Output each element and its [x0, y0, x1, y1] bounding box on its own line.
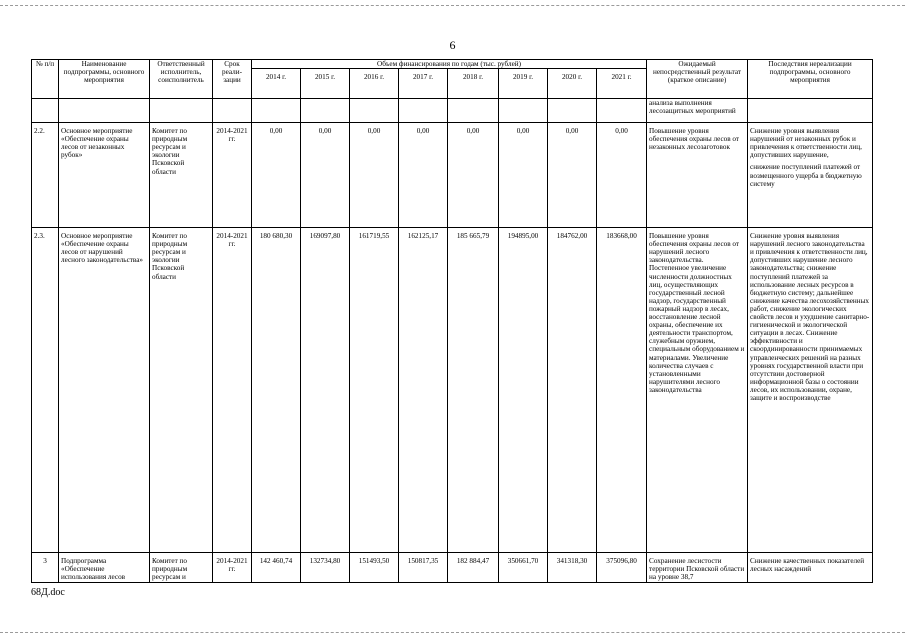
header-num: № п/п [32, 60, 59, 99]
row-expected: Повышение уровня обеспечения охраны лесов от незаконных лесозаготовок [647, 123, 748, 228]
row-term: 2014-2021 гг. [213, 228, 252, 553]
scan-edge-top [0, 5, 905, 6]
header-responsible: Ответственный исполнитель, соисполнитель [150, 60, 213, 99]
program-table [31, 59, 873, 583]
file-name-footer: 68Д.doc [31, 587, 65, 598]
row-value: 182 884,47 [448, 553, 499, 583]
row-consequences: Снижение качественных показателей лесных насаждений [748, 553, 873, 583]
header-consequences: Последствия нереализации подпрограммы, основного мероприятия [748, 60, 873, 99]
row-num: 3 [32, 553, 59, 583]
table-row [32, 228, 873, 553]
row-value: 0,00 [350, 123, 399, 228]
row-value: 180 680,30 [252, 228, 301, 553]
row-value: 150817,35 [399, 553, 448, 583]
header-funding: Объем финансирования по годам (тыс. рублей) [252, 60, 647, 69]
continuation-text: анализа выполнения лесозащитных мероприятий [647, 99, 748, 123]
row-value: 0,00 [548, 123, 597, 228]
row-value: 162125,17 [399, 228, 448, 553]
header-year: 2021 г. [597, 69, 647, 99]
row-value: 341318,30 [548, 553, 597, 583]
table-row [32, 123, 873, 228]
row-consequences: Снижение уровня выявления нарушений лесного законодательства и привлечения к ответственности лиц, допустивших нарушение лесного законодательства; снижение поступлений платежей за использование лесных ресурсов в бюджетную систему; дальнейшее снижение качества лесохозяйственных работ, снижение экологических свойств лесов и ухудшение санитарно-гигиенической и экологической ситуации в лесах. Снижение эффективности и скоординированности принимаемых управленческих решений на разных уровнях государственной власти при отсутствии достоверной информационной базы о состоянии лесов, их использовании, охране, защите и воспроизводстве [748, 228, 873, 553]
header-year: 2019 г. [499, 69, 548, 99]
row-value: 0,00 [499, 123, 548, 228]
row-expected: Сохранение лесистости территории Псковской области на уровне 38,7 [647, 553, 748, 583]
row-expected: Повышение уровня обеспечения охраны лесов от нарушений лесного законодательства. Постепенное увеличение численности должностных лиц, осуществляющих государственный лесной надзор, государственный пожарный надзор в лесах, восстановление лесной охраны, обеспечение их деятельности транспортом, служебным оружием, специальным оборудованием и материалами. Увеличение количества случаев с установленными нарушителями лесного законодательства [647, 228, 748, 553]
consequences-part: Снижение уровня выявления нарушений от незаконных рубок и привлечения к ответственности лиц, допустивших нарушение, [750, 127, 862, 160]
consequences-part: снижение поступлений платежей от возмещенного ущерба в бюджетную систему [750, 163, 862, 188]
header-year: 2014 г. [252, 69, 301, 99]
row-value: 161719,55 [350, 228, 399, 553]
row-name: Основное мероприятие «Обеспечение охраны лесов от нарушений лесного законодательства» [59, 228, 150, 553]
row-value: 132734,80 [301, 553, 350, 583]
row-num: 2.3. [32, 228, 59, 553]
header-year: 2018 г. [448, 69, 499, 99]
table-row-continuation [32, 99, 873, 123]
row-term: 2014-2021 гг. [213, 123, 252, 228]
row-value: 169097,80 [301, 228, 350, 553]
row-value: 194895,00 [499, 228, 548, 553]
header-year: 2015 г. [301, 69, 350, 99]
row-value: 350661,70 [499, 553, 548, 583]
row-responsible: Комитет по природным ресурсам и экологии Псковской области [150, 123, 213, 228]
header-year: 2016 г. [350, 69, 399, 99]
row-value: 151493,50 [350, 553, 399, 583]
row-term: 2014-2021 гг. [213, 553, 252, 583]
header-expected: Ожидаемый непосредственный результат (краткое описание) [647, 60, 748, 99]
row-responsible: Комитет по природным ресурсам и экологии Псковской области [150, 228, 213, 553]
header-year: 2017 г. [399, 69, 448, 99]
table-row [32, 553, 873, 583]
row-value: 142 460,74 [252, 553, 301, 583]
row-value: 185 665,79 [448, 228, 499, 553]
row-name: Подпрограмма «Обеспечение использования лесов [59, 553, 150, 583]
row-value: 0,00 [301, 123, 350, 228]
header-name: Наименование подпрограммы, основного мероприятия [59, 60, 150, 99]
header-term: Срок реали-зации [213, 60, 252, 99]
row-value: 0,00 [448, 123, 499, 228]
row-value: 0,00 [252, 123, 301, 228]
row-responsible: Комитет по природным ресурсам и [150, 553, 213, 583]
row-num: 2.2. [32, 123, 59, 228]
header-year: 2020 г. [548, 69, 597, 99]
row-value: 183668,00 [597, 228, 647, 553]
row-value: 0,00 [399, 123, 448, 228]
row-consequences [748, 123, 873, 228]
row-value: 0,00 [597, 123, 647, 228]
row-name: Основное мероприятие «Обеспечение охраны лесов от незаконных рубок» [59, 123, 150, 228]
page-number: 6 [449, 38, 456, 52]
row-value: 375096,80 [597, 553, 647, 583]
scan-edge-bottom [0, 632, 905, 633]
row-value: 184762,00 [548, 228, 597, 553]
